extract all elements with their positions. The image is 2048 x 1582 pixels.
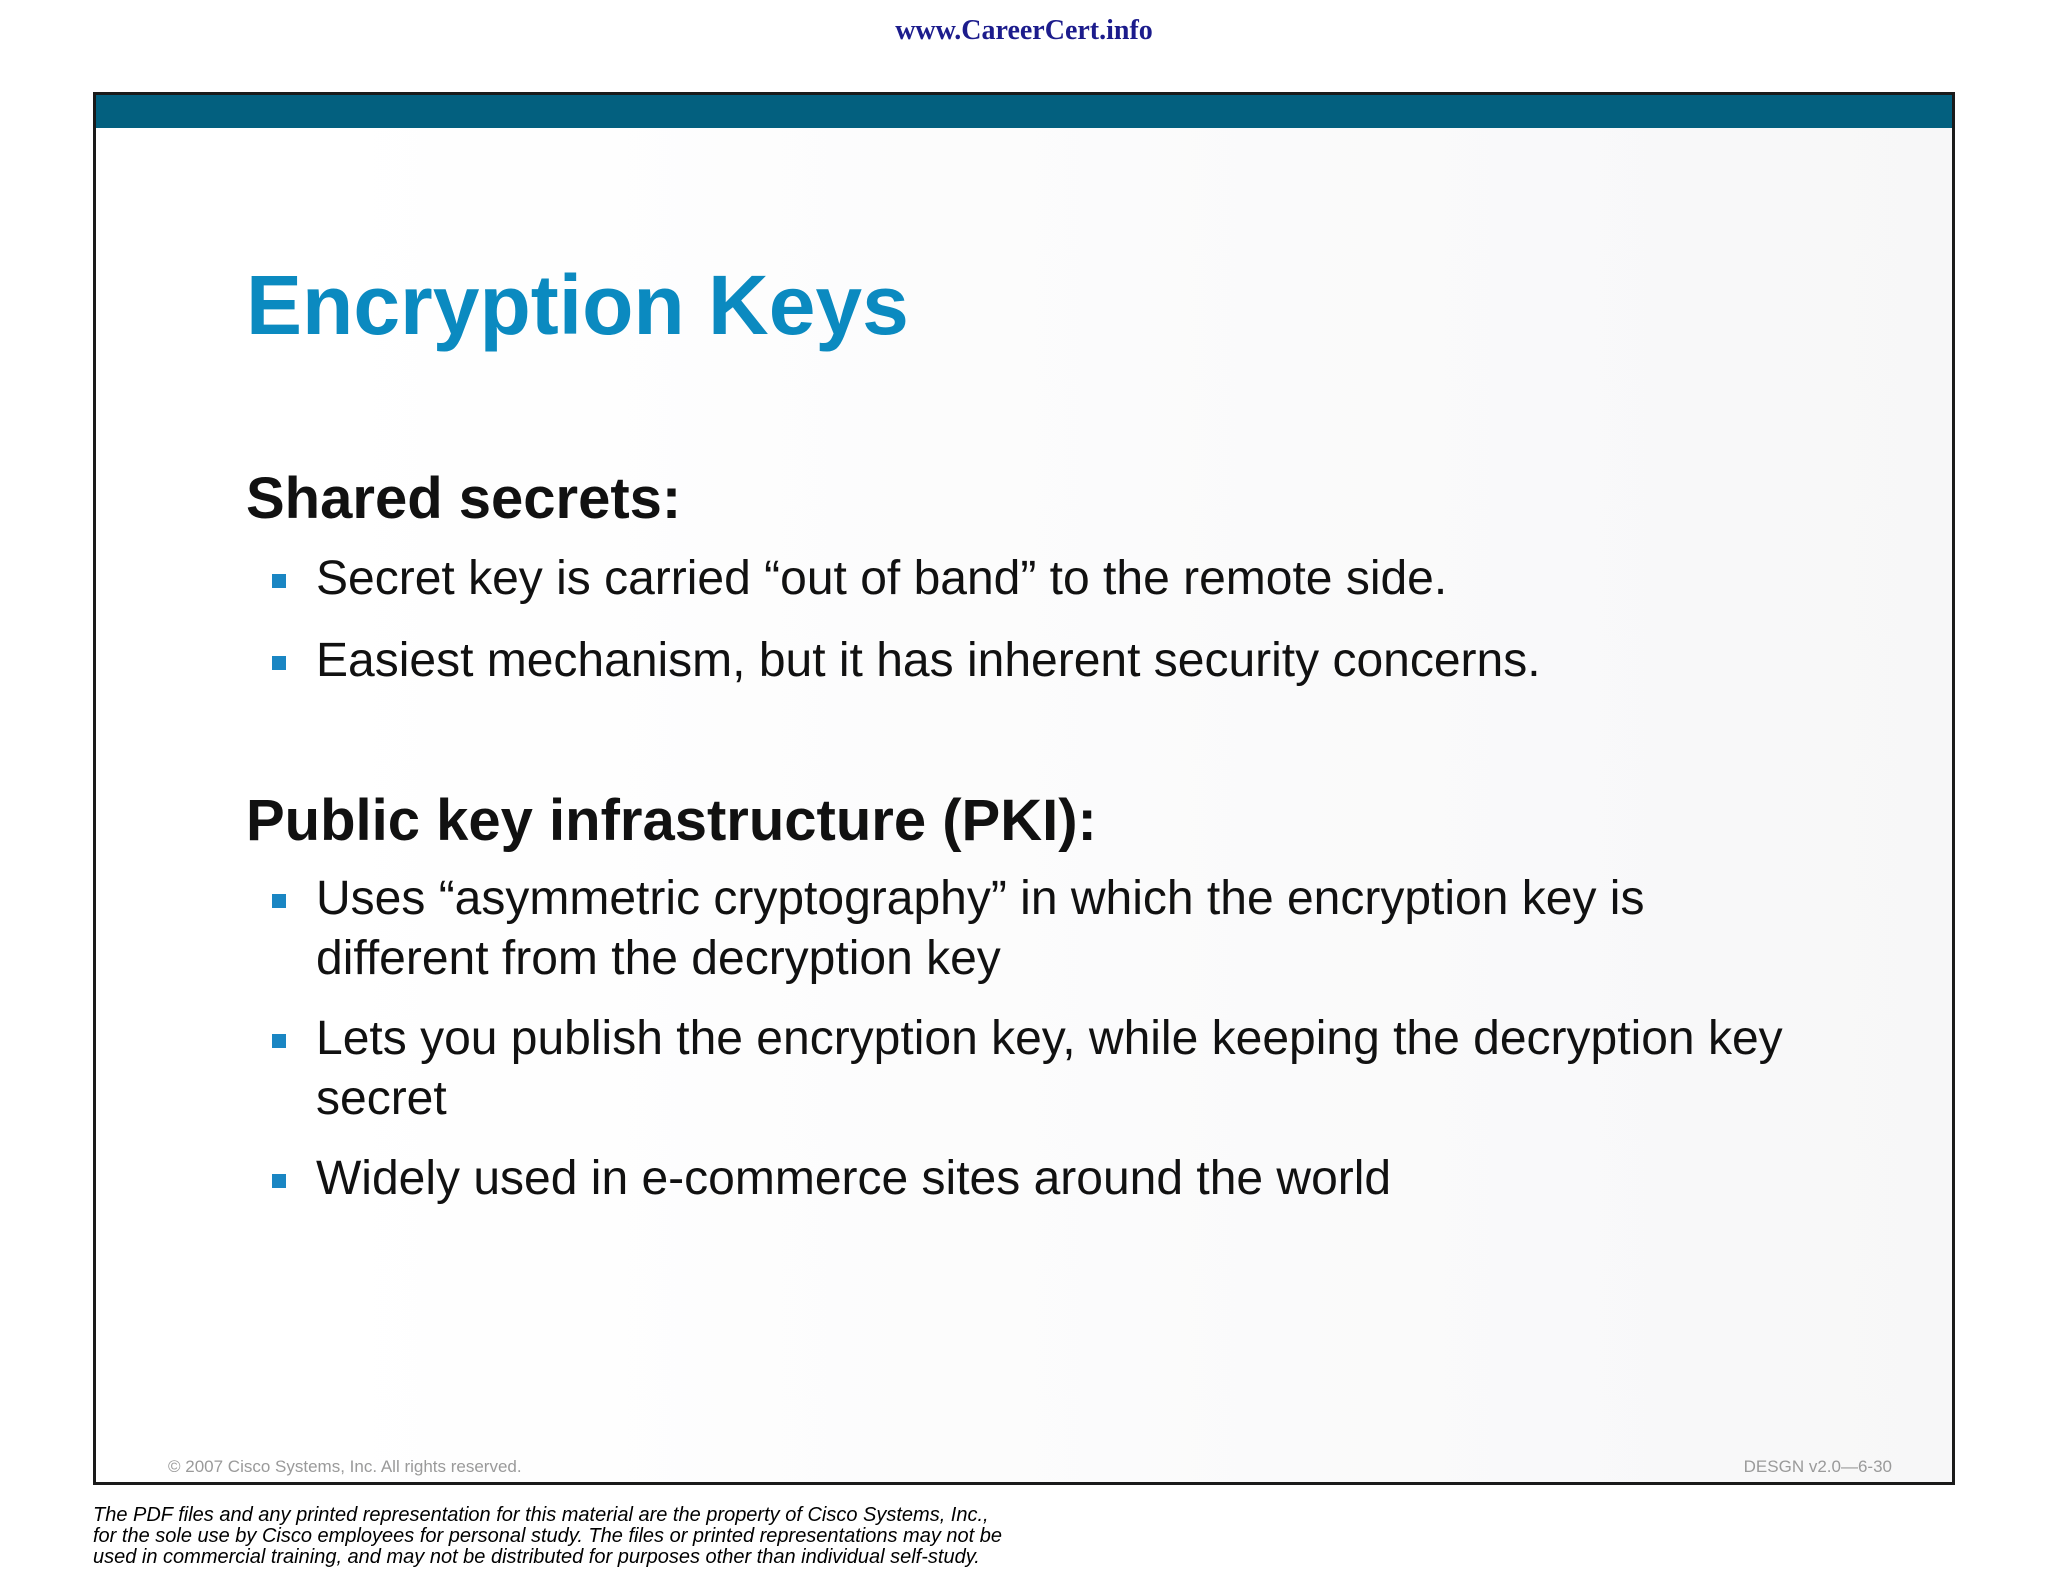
bullet-text: Easiest mechanism, but it has inherent security concerns.: [316, 634, 1541, 687]
section-pki: [246, 787, 1806, 1209]
bullet-text: Widely used in e-commerce sites around the world: [316, 1152, 1392, 1205]
square-bullet-icon: [272, 574, 286, 588]
bullet-item: [246, 631, 1846, 691]
site-url[interactable]: www.CareerCert.info: [895, 15, 1153, 46]
section-heading: Shared secrets:: [246, 466, 682, 531]
bullet-text: Uses “asymmetric cryptography” in which the encryption key is different from the decryption key: [316, 872, 1645, 985]
bullet-text: Secret key is carried “out of band” to the remote side.: [316, 552, 1448, 605]
slide-title: Encryption Keys: [246, 258, 909, 352]
section-heading: Public key infrastructure (PKI):: [246, 788, 1097, 853]
bullet-item: [246, 549, 1846, 609]
disclaimer-line: used in commercial training, and may not be distributed for purposes other than individual self-study.: [93, 1546, 980, 1568]
bullet-list: [246, 869, 1806, 1209]
disclaimer-line: for the sole use by Cisco employees for personal study. The files or printed representations may not be: [93, 1525, 1002, 1547]
bullet-list: [246, 549, 1846, 691]
disclaimer-line: The PDF files and any printed representation for this material are the property of Cisco Systems, Inc.,: [93, 1504, 989, 1526]
copyright-text: © 2007 Cisco Systems, Inc. All rights reserved.: [168, 1457, 522, 1476]
square-bullet-icon: [272, 894, 286, 908]
square-bullet-icon: [272, 656, 286, 670]
square-bullet-icon: [272, 1174, 286, 1188]
disclaimer: [93, 1505, 1193, 1568]
bullet-item: [246, 869, 1806, 989]
bullet-item: [246, 1009, 1806, 1129]
bullet-item: [246, 1149, 1806, 1209]
course-code: DESGN v2.0—6-30: [1743, 1457, 1892, 1476]
slide: [93, 92, 1955, 1485]
section-shared-secrets: [246, 465, 1846, 691]
square-bullet-icon: [272, 1034, 286, 1048]
bullet-text: Lets you publish the encryption key, while keeping the decryption key secret: [316, 1012, 1783, 1125]
slide-header-bar: [96, 95, 1952, 128]
